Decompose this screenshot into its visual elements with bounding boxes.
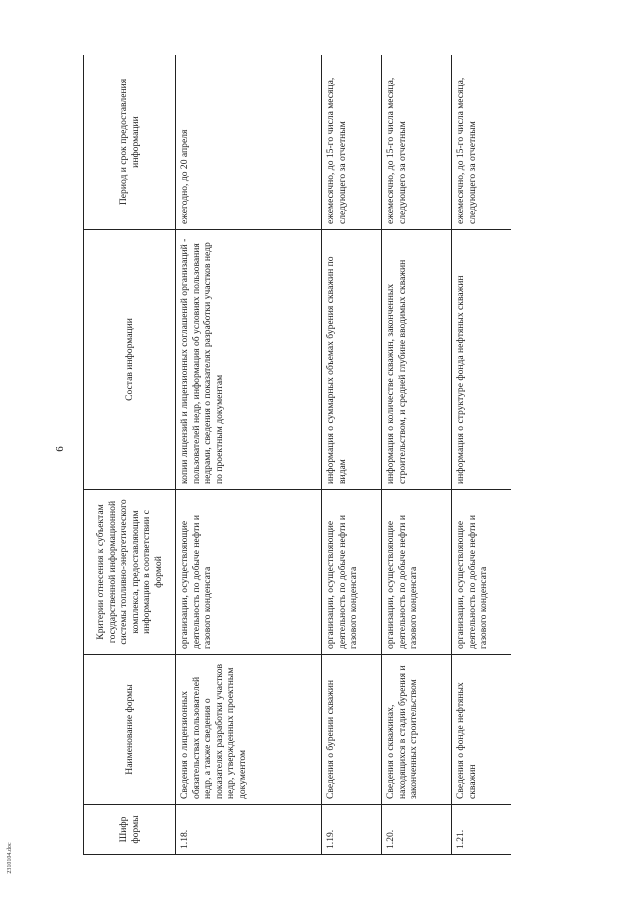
row-criteria: организации, осуществляющие деятельность по добыче нефти и газового конденсата	[452, 490, 512, 655]
row-form-name: Сведения о скважинах, находящихся в стадии бурения и законченных строительством	[382, 655, 452, 805]
row-form-name: Сведения о бурении скважин	[322, 655, 382, 805]
header-form-name: Наименование формы	[84, 655, 176, 805]
header-code: Шифр формы	[84, 805, 176, 855]
row-period: ежемесячно, до 15-го числа месяца, следующего за отчетным	[382, 55, 452, 230]
table-row	[322, 55, 382, 855]
row-criteria: организации, осуществляющие деятельность по добыче нефти и газового конденсата	[382, 490, 452, 655]
table-header-row	[84, 55, 176, 855]
row-criteria: организации, осуществляющие деятельность по добыче нефти и газового конденсата	[176, 490, 322, 655]
row-content: информация о суммарных объемах бурения скважин по видам	[322, 230, 382, 490]
row-content: копии лицензий и лицензионных соглашений организаций - пользователей недр, информация об условиях пользования недрами, сведения о показателях разработки участков недр по проектным документам	[176, 230, 322, 490]
row-period: ежегодно, до 20 апреля	[176, 55, 322, 230]
row-form-name: Сведения о лицензионных обязательствах пользователей недр, а также сведения о показателях разработки участков недр, утвержденных проектным документом	[176, 655, 322, 805]
row-form-name: Сведения о фонде нефтяных скважин	[452, 655, 512, 805]
header-period: Период и срок предоставления информации	[84, 55, 176, 230]
row-code: 1.21.	[452, 805, 512, 855]
row-content: информация о количестве скважин, законченных строительством, и средней глубине вводимых скважин	[382, 230, 452, 490]
table-row	[382, 55, 452, 855]
document-file-code: 2310104.doc	[7, 842, 13, 874]
row-code: 1.18.	[176, 805, 322, 855]
header-content: Состав информации	[84, 230, 176, 490]
row-code: 1.19.	[322, 805, 382, 855]
table-row	[452, 55, 512, 855]
row-period: ежемесячно, до 15-го числа месяца, следующего за отчетным	[452, 55, 512, 230]
row-content: информация о структуре фонда нефтяных скважин	[452, 230, 512, 490]
row-criteria: организации, осуществляющие деятельность по добыче нефти и газового конденсата	[322, 490, 382, 655]
rotated-table-container	[83, 55, 511, 855]
row-period: ежемесячно, до 15-го числа месяца, следующего за отчетным	[322, 55, 382, 230]
row-code: 1.20.	[382, 805, 452, 855]
page-number: 6	[54, 446, 66, 452]
table-row	[176, 55, 322, 855]
header-criteria: Критерии отнесения к субъектам государственной информационной системы топливно-энергетического комплекса, предоставляющим информацию в соответствии с формой	[84, 490, 176, 655]
forms-table	[83, 55, 511, 855]
